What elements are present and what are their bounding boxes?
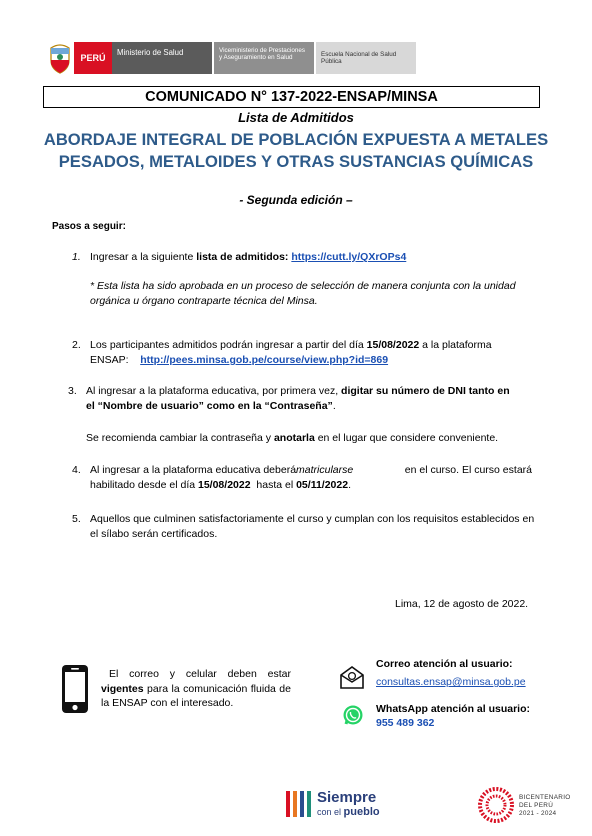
header-school: Escuela Nacional de Salud Pública <box>316 42 416 74</box>
step-4-number: 4. <box>72 464 81 476</box>
email-icon <box>339 664 365 690</box>
email-label: Correo atención al usuario: <box>376 658 513 670</box>
step-5-number: 5. <box>72 513 81 525</box>
step-3-recommendation: Se recomienda cambiar la contraseña y anotarla en el lugar que considere conveniente. <box>86 432 499 444</box>
step-3: Al ingresar a la plataforma educativa, por primera vez, digitar su número de DNI tanto en <box>86 385 510 397</box>
step-2-number: 2. <box>72 339 81 351</box>
edition: - Segunda edición – <box>239 193 353 207</box>
communique-number: COMUNICADO N° 137-2022-ENSAP/MINSA <box>43 86 540 108</box>
phone-icon <box>60 664 90 714</box>
bicentenario-emblem-icon <box>477 786 515 824</box>
header-ministry: Ministerio de Salud <box>112 42 212 74</box>
step-1-note: * Esta lista ha sido aprobada en un proceso de selección de manera conjunta con la unidad orgánica u órgano contraparte técnica del Minsa. <box>90 280 516 307</box>
step-1: Ingresar a la siguiente lista de admitidos: https://cutt.ly/QXrOPs4 <box>90 251 407 263</box>
platform-link[interactable]: http://pees.minsa.gob.pe/course/view.php?id=869 <box>140 354 389 366</box>
email-link[interactable]: consultas.ensap@minsa.gob.pe <box>376 676 526 688</box>
siempre-con-el-pueblo-logo: Siempre con el pueblo <box>284 785 384 821</box>
step-3-cont: el “Nombre de usuario” como en la “Contraseña”. <box>86 400 336 412</box>
date-place: Lima, 12 de agosto de 2022. <box>395 598 529 610</box>
whatsapp-number: 955 489 362 <box>376 717 435 729</box>
step-2: Los participantes admitidos podrán ingresar a partir del día 15/08/2022 a la plataforma ENSAP: http://pees.minsa.gob.pe/course/view.php?id=869 <box>90 339 492 366</box>
page-title: ABORDAJE INTEGRAL DE POBLACIÓN EXPUESTA A METALES PESADOS, METALOIDES Y OTRAS SUSTANCIAS QUÍMICAS <box>43 130 549 171</box>
steps-heading: Pasos a seguir: <box>52 221 126 232</box>
contact-note: El correo y celular deben estar vigentes para la comunicación fluida de la ENSAP con el interesado. <box>101 668 291 709</box>
admitted-list-link[interactable]: https://cutt.ly/QXrOPs4 <box>291 251 407 263</box>
header-viceministry: Viceministerio de Prestaciones y Aseguramiento en Salud <box>214 42 314 74</box>
whatsapp-label: WhatsApp atención al usuario: <box>376 703 531 715</box>
subtitle: Lista de Admitidos <box>238 110 354 125</box>
step-4: Al ingresar a la plataforma educativa deberá matricularse en el curso. El curso estará habilitado desde el día 15/08/2022 hasta el 05/11/2022. <box>90 464 532 491</box>
peru-badge: PERÚ <box>74 42 112 74</box>
peru-shield-icon <box>48 42 72 74</box>
step-3-number: 3. <box>68 385 77 397</box>
people-icon <box>284 787 314 819</box>
step-1-number: 1. <box>72 251 81 263</box>
bicentenario-logo: BICENTENARIO DEL PERÚ 2021 - 2024 <box>477 784 567 824</box>
whatsapp-icon <box>342 704 364 726</box>
step-5: Aquellos que culminen satisfactoriamente el curso y cumplan con los requisitos establecidos en el sílabo serán certificados. <box>90 513 535 540</box>
